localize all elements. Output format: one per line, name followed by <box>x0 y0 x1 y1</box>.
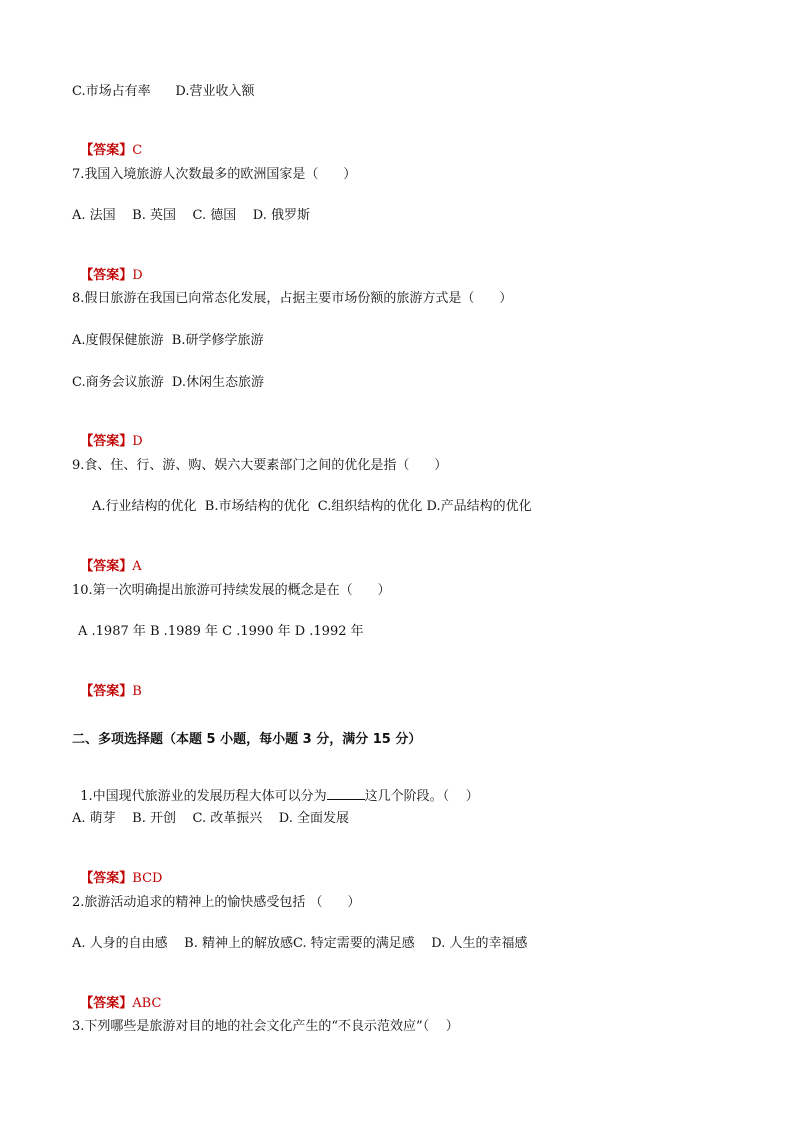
q8-options-ab: A.度假保健旅游 B.研学修学旅游 <box>72 333 264 348</box>
m1-question <box>72 769 479 806</box>
answer-label: 【答案】 <box>80 268 133 283</box>
answer-value: D <box>132 268 143 283</box>
q10-options: A .1987 年 B .1989 年 C .1990 年 D .1992 年 <box>78 624 364 639</box>
q8-options-cd: C.商务会议旅游 D.休闲生态旅游 <box>72 375 264 390</box>
m1-answer <box>72 852 162 888</box>
m1-question-pre: 1.中国现代旅游业的发展历程大体可以分为 <box>80 789 327 804</box>
m3-question: 3.下列哪些是旅游对目的地的社会文化产生的“不良示范效应”（ ） <box>72 1019 459 1034</box>
answer-label: 【答案】 <box>80 684 133 699</box>
q7-options: A. 法国 B. 英国 C. 德国 D. 俄罗斯 <box>72 208 311 223</box>
answer-label: 【答案】 <box>80 434 133 449</box>
section-title-multiple-choice: 二、多项选择题（本题 5 小题，每小题 3 分，满分 15 分） <box>72 732 422 747</box>
q9-question: 9.食、住、行、游、购、娱六大要素部门之间的优化是指（ ） <box>72 458 448 473</box>
q10-question: 10.第一次明确提出旅游可持续发展的概念是在（ ） <box>72 583 391 598</box>
q6-answer <box>72 124 142 160</box>
q7-question: 7.我国入境旅游人次数最多的欧洲国家是（ ） <box>72 167 357 182</box>
answer-value: D <box>132 434 143 449</box>
q7-answer <box>72 249 143 285</box>
answer-value: B <box>132 684 142 699</box>
answer-label: 【答案】 <box>80 143 133 158</box>
q9-answer <box>72 540 142 576</box>
answer-value: ABC <box>132 996 162 1011</box>
answer-value: BCD <box>132 871 163 886</box>
q6-options-cd: C.市场占有率 D.营业收入额 <box>72 84 255 99</box>
m1-options: A. 萌芽 B. 开创 C. 改革振兴 D. 全面发展 <box>72 811 350 826</box>
q8-answer <box>72 415 143 451</box>
answer-value: C <box>132 143 143 158</box>
answer-value: A <box>132 559 142 574</box>
answer-label: 【答案】 <box>80 996 133 1011</box>
m1-question-post: 这几个阶段。（ ） <box>364 789 479 804</box>
m2-answer <box>72 977 161 1013</box>
q9-options: A.行业结构的优化 B.市场结构的优化 C.组织结构的优化 D.产品结构的优化 <box>92 499 532 514</box>
answer-label: 【答案】 <box>80 559 133 574</box>
m2-question: 2.旅游活动追求的精神上的愉快感受包括 （ ） <box>72 895 361 910</box>
fill-blank <box>327 787 365 800</box>
m2-options: A. 人身的自由感 B. 精神上的解放感C. 特定需要的满足感 D. 人生的幸福感 <box>72 936 528 951</box>
answer-label: 【答案】 <box>80 871 133 886</box>
q8-question: 8.假日旅游在我国已向常态化发展，占据主要市场份额的旅游方式是（ ） <box>72 291 513 306</box>
q10-answer <box>72 665 142 701</box>
